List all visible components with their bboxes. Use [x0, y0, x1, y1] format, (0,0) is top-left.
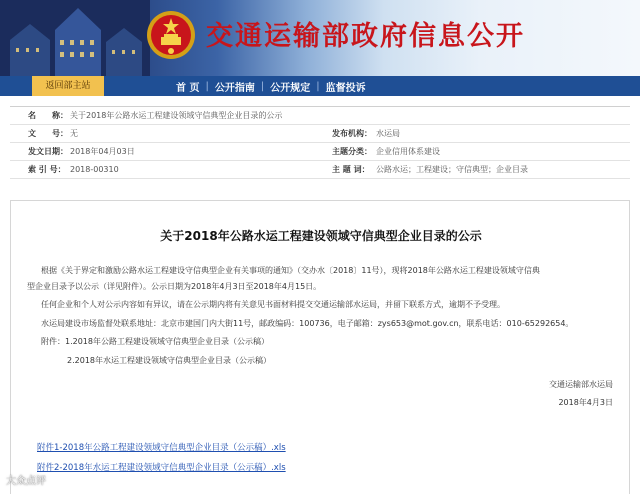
topic-label: 主题分类： — [332, 147, 372, 156]
meta-row-index — [10, 161, 630, 179]
publisher-label: 发布机构： — [332, 129, 372, 138]
publisher-value: 水运局 — [376, 129, 400, 138]
meta-row-doc — [10, 125, 630, 143]
paragraph-1-line-2: 型企业目录予以公示（详见附件）。公示日期为2018年4月3日至2018年4月15日。 — [27, 282, 322, 291]
topic-value: 企业信用体系建设 — [376, 147, 440, 156]
signature-org: 交通运输部水运局 — [549, 380, 613, 389]
title-label: 名 称： — [28, 111, 68, 120]
site-title: 交通运输部政府信息公开 — [206, 21, 525, 52]
doc-number-label: 文 号： — [28, 129, 68, 138]
date-value: 2018年04月03日 — [70, 147, 135, 156]
keywords-label: 主 题 词： — [332, 165, 370, 174]
nav-divider: | — [316, 80, 320, 92]
attachment-link-1[interactable]: 附件1-2018年公路工程建设领域守信典型企业目录（公示稿）.xls — [37, 443, 286, 453]
nav-divider: | — [260, 80, 265, 92]
signature-date: 2018年4月3日 — [558, 398, 613, 407]
watermark: 大众点评 — [6, 476, 46, 487]
keywords-value: 公路水运；工程建设；守信典型；企业目录 — [376, 165, 528, 174]
meta-row-title — [10, 107, 630, 125]
article-content — [10, 200, 630, 494]
index-label: 索 引 号： — [28, 165, 66, 174]
title-value: 关于2018年公路水运工程建设领域守信典型企业目录的公示 — [70, 111, 283, 120]
nav-divider: | — [205, 80, 209, 92]
attachment-list-2: 2.2018年水运工程建设领域守信典型企业目录（公示稿） — [67, 356, 271, 365]
document-metadata — [10, 106, 630, 179]
date-label: 发文日期： — [28, 147, 68, 156]
return-main-site-link[interactable]: 返回部主站 — [32, 76, 104, 96]
building-silhouette — [0, 0, 150, 76]
nav-home[interactable]: 首 页 — [176, 82, 200, 94]
nav-disclosure-rules[interactable]: 公开规定 — [270, 82, 311, 94]
attachment-list-1: 附件：1.2018年公路工程建设领域守信典型企业目录（公示稿） — [41, 337, 269, 346]
meta-row-date — [10, 143, 630, 161]
article-title: 关于2018年公路水运工程建设领域守信典型企业目录的公示 — [160, 229, 482, 243]
main-navbar — [0, 76, 640, 96]
doc-number-value: 无 — [70, 129, 78, 138]
national-emblem-icon — [146, 10, 196, 60]
index-value: 2018-00310 — [70, 165, 119, 174]
paragraph-2: 任何企业和个人对公示内容如有异议，请在公示期内将有关意见书面材料提交交通运输部水运局，并留下联系方式，逾期不予受理。 — [41, 300, 505, 309]
attachment-link-2[interactable]: 附件2-2018年水运工程建设领域守信典型企业目录（公示稿）.xls — [37, 463, 286, 473]
nav-complaints[interactable]: 监督投诉 — [325, 82, 366, 94]
paragraph-1-line-1: 根据《关于界定和激励公路水运工程建设守信典型企业有关事项的通知》（交办水〔2018〕11号），现将2018年公路水运工程建设领域守信典 — [41, 266, 540, 275]
paragraph-3: 水运局建设市场监督处联系地址：北京市建国门内大街11号，邮政编码：100736，电子邮箱：zys653@mot.gov.cn，联系电话：010-65292654。 — [41, 319, 574, 328]
nav-menu — [170, 76, 372, 96]
nav-disclosure-guide[interactable]: 公开指南 — [214, 82, 255, 94]
header-banner — [0, 0, 640, 76]
